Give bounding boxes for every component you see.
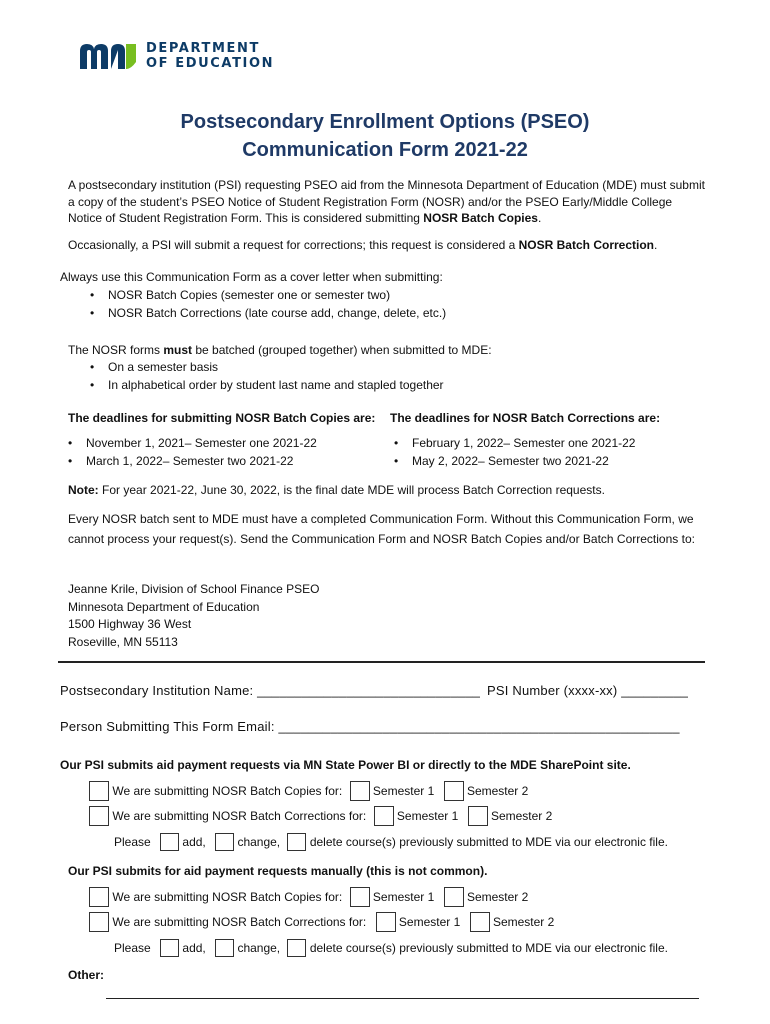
copies-checkbox[interactable] (89, 781, 109, 801)
change-label: change, (237, 834, 281, 849)
intro-paragraph: A postsecondary institution (PSI) requesting PSEO aid from the Minnesota Department of Education (MDE) must submit a copy of the student’s PSEO Notice of Student Registration Form (NOSR) and/or the PSEO Early/Middle College Notice of Student Registration Form. This is considered submitting NOSR Batch Copies. (68, 178, 705, 225)
copies-deadline-heading: The deadlines for submitting NOSR Batch Copies are: (68, 411, 376, 425)
copies-sem1-checkbox[interactable] (350, 781, 370, 801)
list-item: • On a semester basis (86, 358, 444, 376)
list-item: • In alphabetical order by student last name and stapled together (86, 376, 444, 394)
corrections-sem2-checkbox[interactable] (468, 806, 488, 826)
manual-delete-checkbox[interactable] (287, 939, 306, 957)
delete-label: delete course(s) previously submitted to MDE via our electronic file. (309, 940, 668, 955)
corrections-paragraph: Occasionally, a PSI will submit a request for corrections; this request is considered a NOSR Batch Correction. (68, 238, 658, 252)
please-label: Please (114, 940, 151, 955)
manual-corrections-checkbox[interactable] (89, 912, 109, 932)
action-row (114, 830, 668, 853)
add-label: add, (182, 940, 206, 955)
copies-label: We are submitting NOSR Batch Copies for: (112, 783, 343, 798)
list-item: • May 2, 2022– Semester two 2021-22 (390, 452, 635, 470)
copies-sem2-checkbox[interactable] (444, 781, 464, 801)
note-paragraph: Note: For year 2021-22, June 30, 2022, is the final date MDE will process Batch Correction requests. (68, 483, 605, 497)
manual-add-checkbox[interactable] (160, 939, 179, 957)
corrections-label: We are submitting NOSR Batch Corrections for: (112, 808, 367, 823)
delete-label: delete course(s) previously submitted to MDE via our electronic file. (309, 834, 668, 849)
manual-corrections-row (89, 910, 554, 933)
sem2-label: Semester 2 (492, 914, 555, 929)
sem1-label: Semester 1 (372, 783, 435, 798)
delete-checkbox[interactable] (287, 833, 306, 851)
sem1-label: Semester 1 (398, 914, 461, 929)
manual-corrections-sem2-checkbox[interactable] (470, 912, 490, 932)
add-checkbox[interactable] (160, 833, 179, 851)
please-label: Please (114, 834, 151, 849)
sem2-label: Semester 2 (466, 783, 529, 798)
corrections-checkbox[interactable] (89, 806, 109, 826)
other-label: Other: (68, 968, 104, 982)
mailing-address: Jeanne Krile, Division of School Finance PSEO Minnesota Department of Education 1500 Highway 36 West Roseville, MN 55113 (68, 582, 320, 649)
change-checkbox[interactable] (215, 833, 234, 851)
divider (58, 661, 705, 663)
manual-change-checkbox[interactable] (215, 939, 234, 957)
manual-corrections-sem1-checkbox[interactable] (376, 912, 396, 932)
list-item: • March 1, 2022– Semester two 2021-22 (64, 452, 317, 470)
manual-copies-checkbox[interactable] (89, 887, 109, 907)
sem2-label: Semester 2 (490, 808, 553, 823)
list-item: • NOSR Batch Corrections (late course add, change, delete, etc.) (86, 304, 446, 322)
manual-copies-sem1-checkbox[interactable] (350, 887, 370, 907)
manual-action-row (114, 936, 668, 959)
manual-copies-row (89, 885, 528, 908)
manual-section-heading: Our PSI submits for aid payment requests manually (this is not common). (68, 864, 488, 878)
corrections-sem1-checkbox[interactable] (374, 806, 394, 826)
manual-copies-sem2-checkbox[interactable] (444, 887, 464, 907)
batched-lead: The NOSR forms must be batched (grouped together) when submitted to MDE: (68, 343, 492, 357)
corrections-label: We are submitting NOSR Batch Corrections for: (112, 914, 367, 929)
page-title: Postsecondary Enrollment Options (PSEO) Communication Form 2021-22 (180, 111, 590, 161)
corrections-deadline-list (390, 434, 635, 470)
list-item: • November 1, 2021– Semester one 2021-22 (64, 434, 317, 452)
psi-name-field[interactable]: Postsecondary Institution Name: ______________________________ (60, 683, 481, 698)
sem2-label: Semester 2 (466, 889, 529, 904)
change-label: change, (237, 940, 281, 955)
copies-row (89, 779, 528, 802)
cover-list (86, 286, 446, 322)
mde-logo-icon (78, 42, 138, 70)
instructions-paragraph: Every NOSR batch sent to MDE must have a completed Communication Form. Without this Communication Form, we cannot process your request(s). Send the Communication Form and NOSR Batch Copies and/or Batch Corrections to: (68, 512, 695, 546)
list-item: • NOSR Batch Copies (semester one or semester two) (86, 286, 446, 304)
cover-lead: Always use this Communication Form as a cover letter when submitting: (60, 270, 443, 284)
corrections-row (89, 804, 552, 827)
sem1-label: Semester 1 (396, 808, 459, 823)
add-label: add, (182, 834, 206, 849)
email-field[interactable]: Person Submitting This Form Email: ______________________________________________________ (60, 719, 680, 734)
batched-list (86, 358, 444, 394)
copies-deadline-list (64, 434, 317, 470)
mde-logo-text: DEPARTMENT OF EDUCATION (146, 41, 275, 71)
psi-number-field[interactable]: PSI Number (xxxx-xx) _________ (487, 683, 689, 698)
corrections-deadline-heading: The deadlines for NOSR Batch Corrections are: (390, 411, 661, 425)
electronic-section-heading: Our PSI submits aid payment requests via MN State Power BI or directly to the MDE SharePoint site. (60, 758, 631, 772)
copies-label: We are submitting NOSR Batch Copies for: (112, 889, 343, 904)
other-input-line[interactable] (106, 998, 699, 999)
list-item: • February 1, 2022– Semester one 2021-22 (390, 434, 635, 452)
sem1-label: Semester 1 (372, 889, 435, 904)
